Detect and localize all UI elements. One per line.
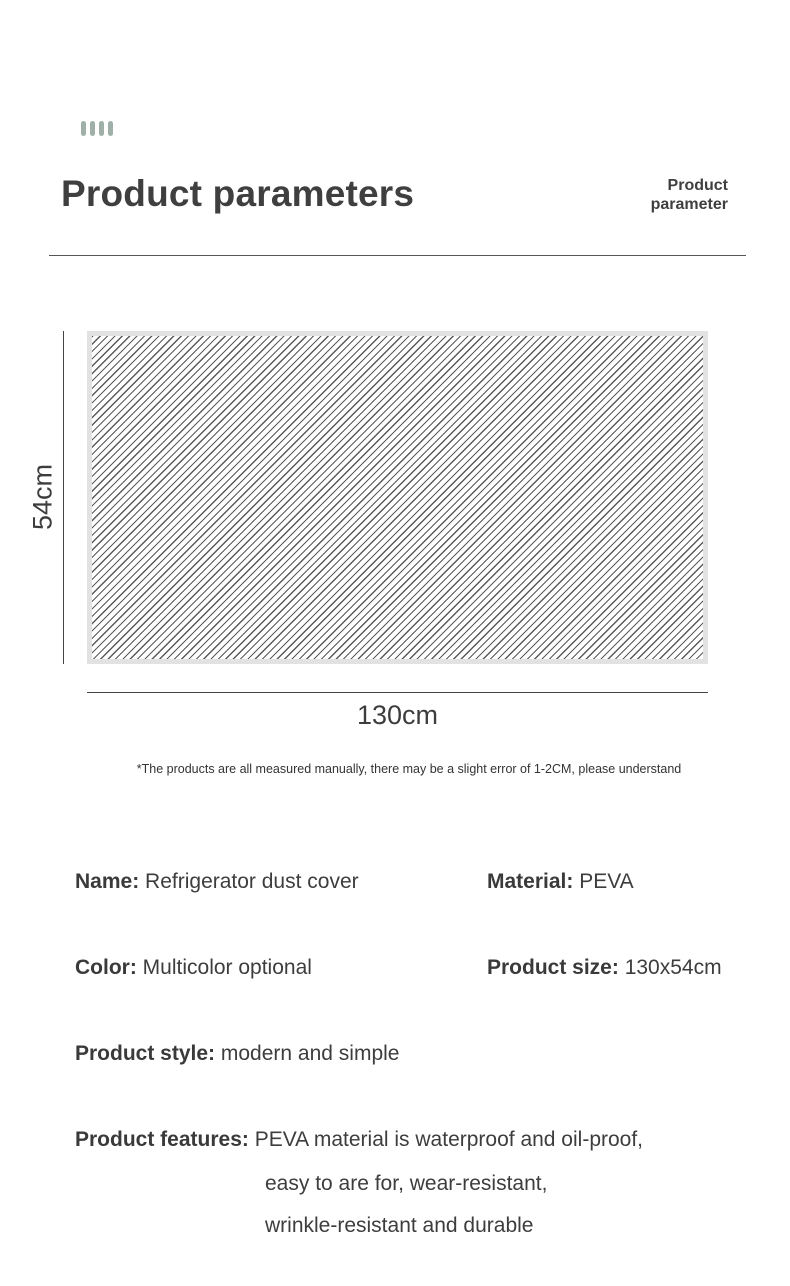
hatch-pattern: [92, 336, 703, 659]
decorative-dots: [81, 121, 113, 136]
spec-name: [75, 870, 359, 894]
spec-style-label: Product style:: [75, 1042, 216, 1065]
dot: [90, 121, 95, 136]
spec-color: [75, 956, 312, 980]
spec-size: [487, 956, 722, 980]
spec-features-line-3: wrinkle-resistant and durable: [265, 1214, 534, 1237]
height-dimension-label: 54cm: [27, 463, 58, 531]
header-divider: [49, 255, 746, 256]
spec-name-value: Refrigerator dust cover: [145, 870, 359, 893]
spec-color-value: Multicolor optional: [142, 956, 312, 979]
spec-style-value: modern and simple: [220, 1042, 400, 1065]
spec-color-label: Color:: [75, 956, 137, 979]
width-dimension-label: 130cm: [356, 700, 439, 730]
dot: [81, 121, 86, 136]
dot: [99, 121, 104, 136]
spec-features: [75, 1128, 643, 1152]
width-dimension-line: [87, 692, 708, 693]
spec-size-value: 130x54cm: [624, 956, 722, 979]
spec-size-label: Product size:: [487, 956, 619, 979]
spec-features-label: Product features:: [75, 1128, 249, 1151]
spec-material-value: PEVA: [579, 870, 634, 893]
page-title: Product parameters: [61, 173, 415, 214]
dot: [108, 121, 113, 136]
spec-name-label: Name:: [75, 870, 140, 893]
spec-features-line-2: easy to are for, wear-resistant,: [265, 1172, 548, 1195]
page-subtitle: [608, 176, 728, 214]
spec-features-line-1: PEVA material is waterproof and oil-proof,: [254, 1128, 644, 1151]
subtitle-line-1: Product: [667, 177, 728, 194]
spec-style: [75, 1042, 399, 1066]
measurement-note: *The products are all measured manually, there may be a slight error of 1-2CM, please understand: [136, 762, 682, 776]
height-dimension-line: [63, 331, 64, 664]
product-illustration: [87, 331, 708, 664]
spec-material: [487, 870, 634, 894]
spec-material-label: Material:: [487, 870, 574, 893]
subtitle-line-2: parameter: [650, 196, 728, 213]
